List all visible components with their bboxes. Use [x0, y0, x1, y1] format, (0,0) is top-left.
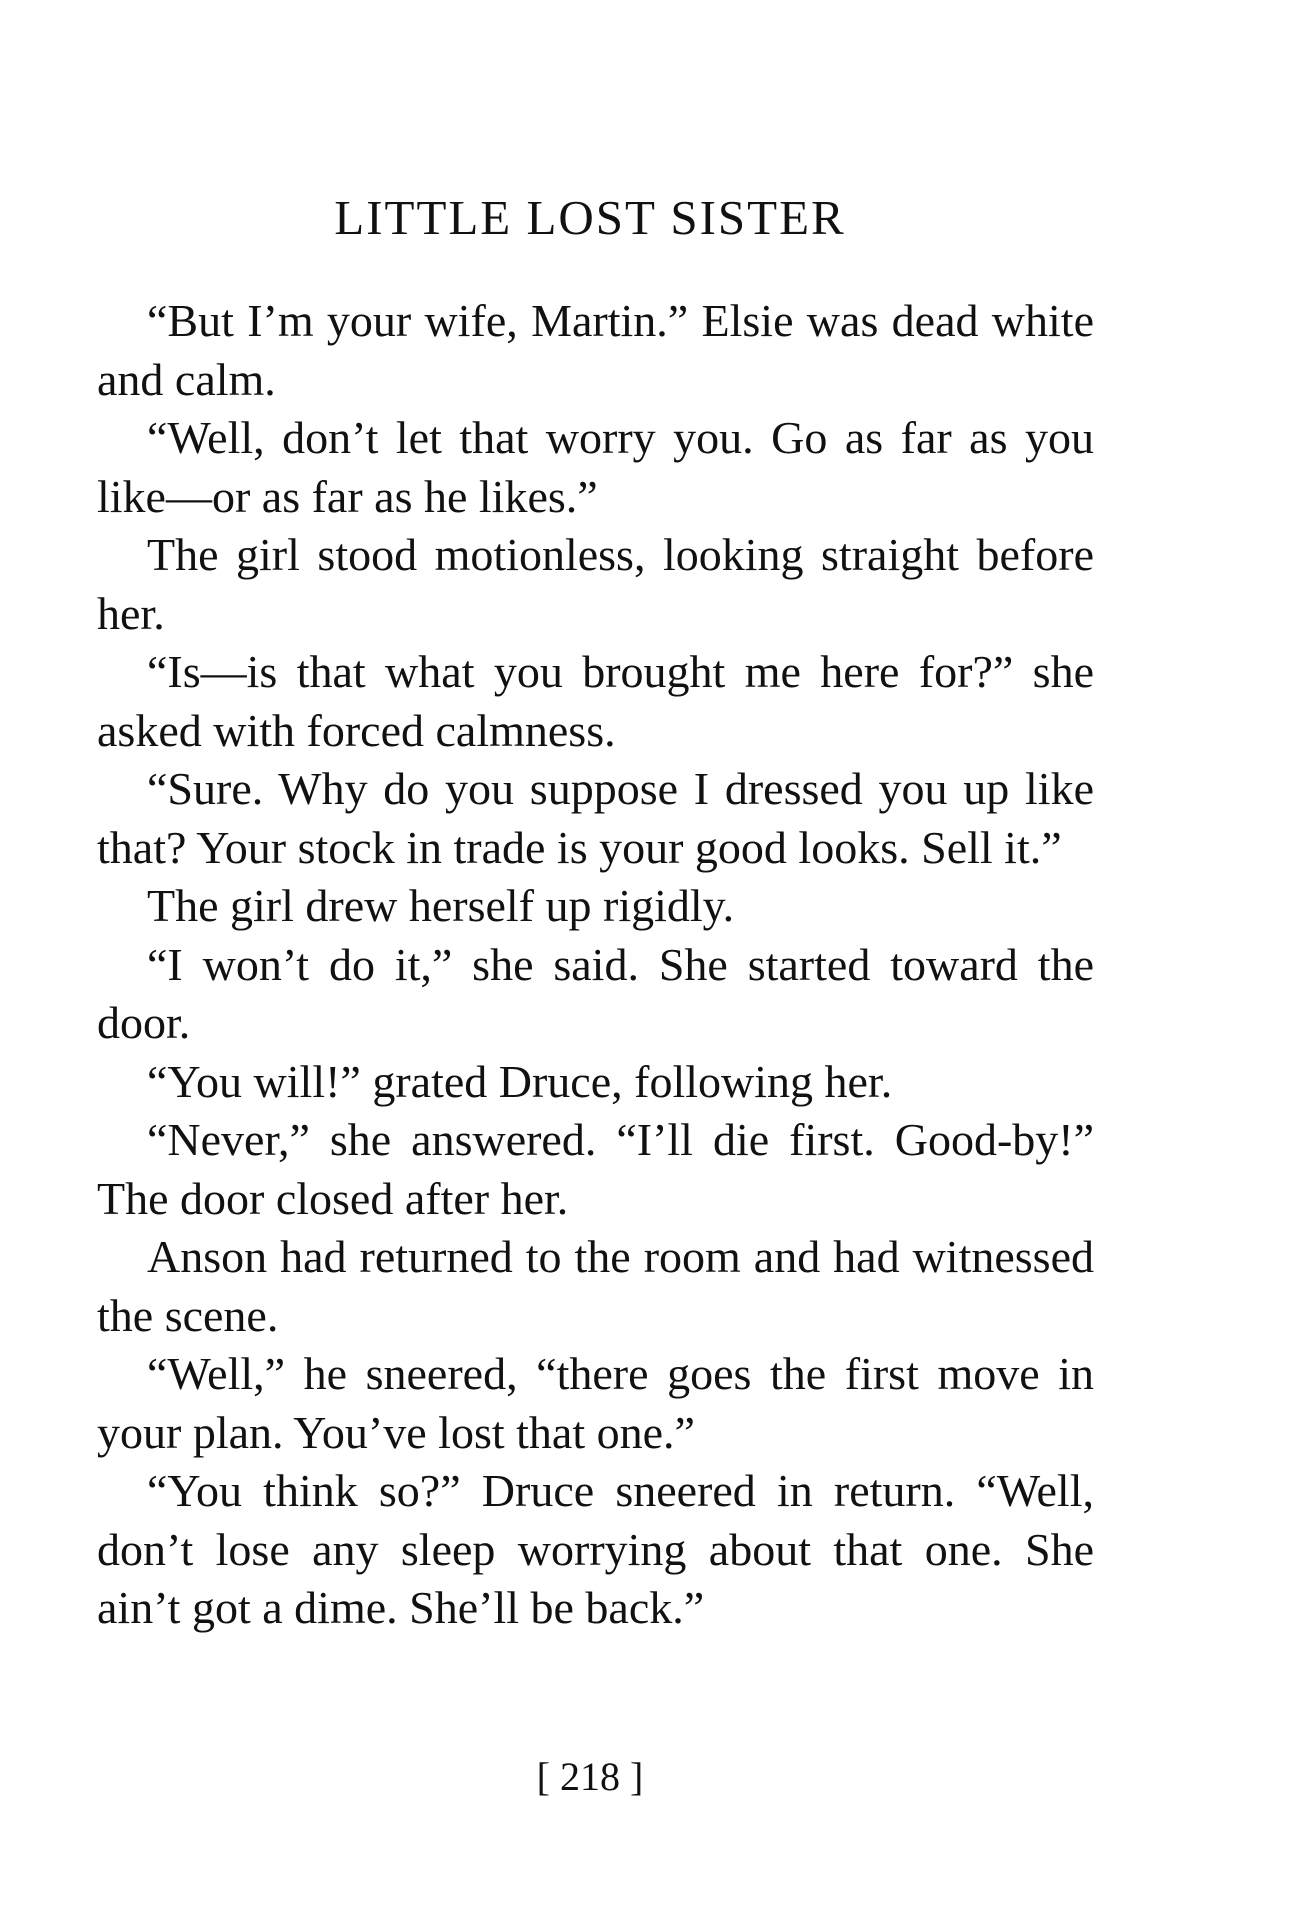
page-number: [ 218 ] — [536, 1754, 644, 1799]
running-head: LITTLE LOST SISTER — [334, 190, 846, 245]
paragraph: The girl drew herself up rigidly. — [147, 880, 735, 931]
paragraph: The girl stood motionless, looking straight before her. — [97, 529, 1094, 639]
paragraph: “Well,” he sneered, “there goes the first move in your plan. You’ve lost that one.” — [97, 1348, 1094, 1458]
paragraph: “You will!” grated Druce, following her. — [147, 1055, 893, 1107]
paragraph: “Well, don’t let that worry you. Go as far as you like—or as far as he likes.” — [97, 412, 1094, 522]
paragraph: “I won’t do it,” she said. She started toward the door. — [97, 938, 1094, 1048]
paragraph: “You think so?” Druce sneered in return. “Well, don’t lose any sleep worrying about that one. She ain’t got a dime. She’ll be back.” — [97, 1465, 1094, 1633]
paragraph: “Is—is that what you brought me here for?” she asked with forced calmness. — [97, 646, 1094, 756]
paragraph: Anson had returned to the room and had witnessed the scene. — [97, 1231, 1094, 1341]
paragraph: “Never,” she answered. “I’ll die first. Good-by!” The door closed after her. — [97, 1114, 1094, 1224]
paragraph: “But I’m your wife, Martin.” Elsie was dead white and calm. — [97, 295, 1094, 405]
body-text — [97, 292, 1094, 1638]
paragraph: “Sure. Why do you suppose I dressed you up like that? Your stock in trade is your good looks. Sell it.” — [97, 763, 1094, 873]
